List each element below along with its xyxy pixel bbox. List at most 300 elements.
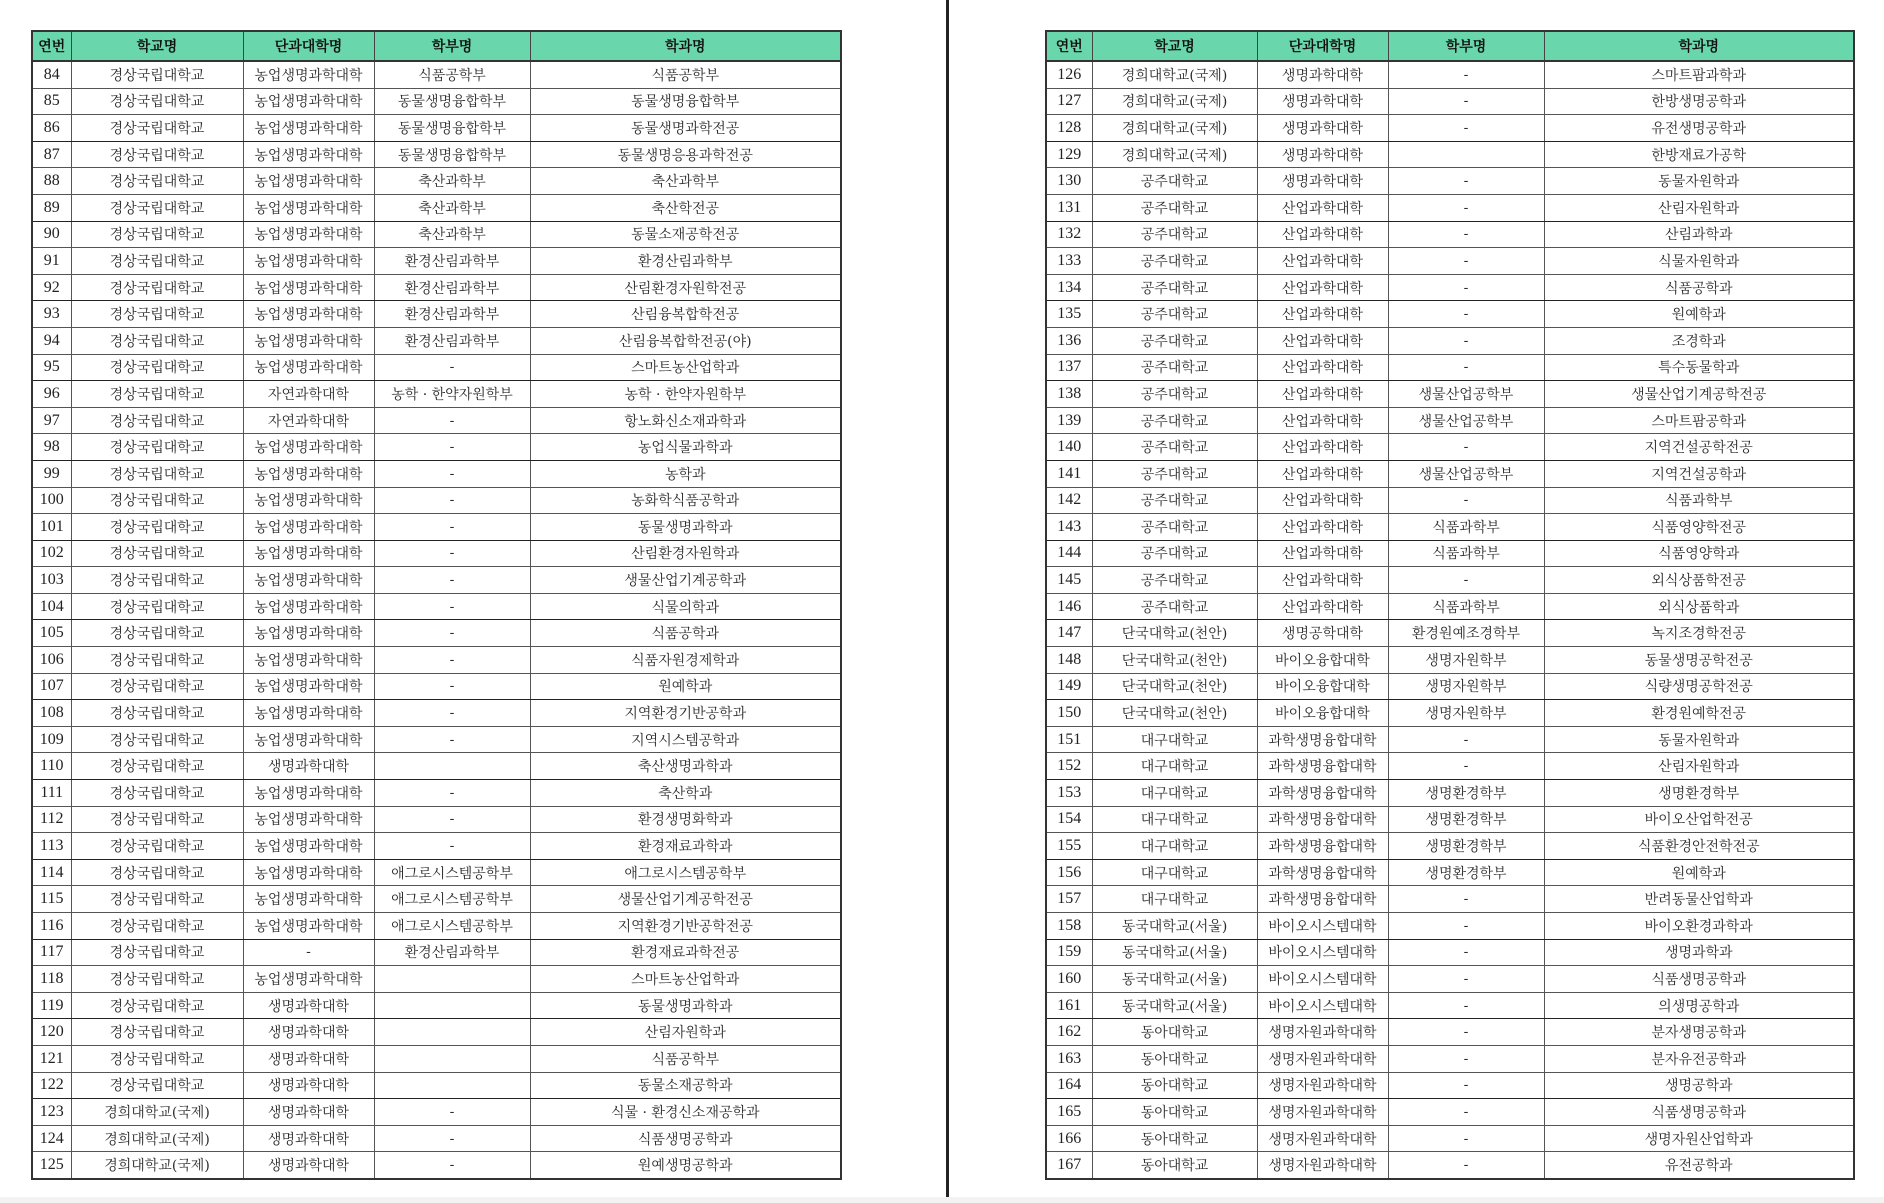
cell-college-name: 생명과학대학 [243,1152,374,1179]
cell-department-name: 동물생명과학과 [530,514,841,541]
cell-serial-no: 135 [1046,301,1092,328]
table-row [32,327,841,354]
cell-department-name: 생물산업기계공학전공 [1544,381,1854,408]
cell-serial-no: 93 [32,301,71,328]
cell-school-name: 경상국립대학교 [71,274,243,301]
cell-serial-no: 145 [1046,567,1092,594]
table-row [1046,434,1854,461]
cell-division-name: 생명자원학부 [1388,700,1544,727]
table-row [32,487,841,514]
cell-department-name: 동물소재공학전공 [530,221,841,248]
cell-school-name: 경희대학교(국제) [71,1152,243,1179]
cell-serial-no: 109 [32,726,71,753]
cell-department-name: 동물소재공학과 [530,1072,841,1099]
cell-division-name: 농학 · 한약자원학부 [374,381,530,408]
cell-college-name: 생명과학대학 [1257,168,1388,195]
cell-serial-no: 159 [1046,939,1092,966]
cell-serial-no: 94 [32,327,71,354]
cell-department-name: 산림융복합학전공 [530,301,841,328]
cell-school-name: 공주대학교 [1092,301,1257,328]
cell-college-name: 산업과학대학 [1257,301,1388,328]
cell-college-name: 산업과학대학 [1257,194,1388,221]
cell-serial-no: 161 [1046,992,1092,1019]
table-row [32,194,841,221]
cell-serial-no: 103 [32,567,71,594]
cell-department-name: 스마트팜공학과 [1544,407,1854,434]
cell-college-name: 농업생명과학대학 [243,593,374,620]
cell-college-name: 과학생명융합대학 [1257,833,1388,860]
cell-school-name: 경상국립대학교 [71,992,243,1019]
cell-serial-no: 153 [1046,780,1092,807]
table-row [32,673,841,700]
table-row [32,1019,841,1046]
cell-serial-no: 140 [1046,434,1092,461]
cell-serial-no: 119 [32,992,71,1019]
cell-department-name: 지역시스템공학과 [530,726,841,753]
cell-serial-no: 87 [32,141,71,168]
cell-division-name: - [1388,726,1544,753]
cell-school-name: 경상국립대학교 [71,966,243,993]
cell-division-name: - [1388,434,1544,461]
cell-division-name: 생물산업공학부 [1388,407,1544,434]
cell-college-name: 생명과학대학 [243,1125,374,1152]
cell-serial-no: 149 [1046,673,1092,700]
table-row [32,1152,841,1179]
table-row [1046,780,1854,807]
cell-serial-no: 167 [1046,1152,1092,1179]
cell-department-name: 분자생명공학과 [1544,1019,1854,1046]
table-row [1046,88,1854,115]
cell-college-name: 과학생명융합대학 [1257,859,1388,886]
cell-school-name: 대구대학교 [1092,859,1257,886]
cell-division-name: 생명환경학부 [1388,833,1544,860]
cell-school-name: 동국대학교(서울) [1092,966,1257,993]
table-row [32,939,841,966]
table-row [1046,194,1854,221]
cell-department-name: 지역환경기반공학과 [530,700,841,727]
cell-serial-no: 144 [1046,540,1092,567]
cell-college-name: 자연과학대학 [243,407,374,434]
table-header-row [32,31,841,61]
cell-college-name: 생명자원과학대학 [1257,1125,1388,1152]
cell-serial-no: 112 [32,806,71,833]
cell-college-name: 생명과학대학 [243,1019,374,1046]
cell-division-name: - [374,780,530,807]
table-header-row [1046,31,1854,61]
cell-department-name: 산림환경자원학과 [530,540,841,567]
cell-division-name: - [374,806,530,833]
cell-college-name: 농업생명과학대학 [243,540,374,567]
cell-division-name: - [374,514,530,541]
cell-college-name: 산업과학대학 [1257,221,1388,248]
table-row [1046,1152,1854,1179]
cell-division-name [1388,141,1544,168]
cell-college-name: 농업생명과학대학 [243,673,374,700]
cell-serial-no: 120 [32,1019,71,1046]
cell-department-name: 식품과학부 [1544,487,1854,514]
table-row [32,1072,841,1099]
header-school-name: 학교명 [1092,31,1257,61]
cell-department-name: 스마트농산업학과 [530,966,841,993]
cell-college-name: 생명과학대학 [1257,61,1388,88]
table-row [32,913,841,940]
cell-serial-no: 115 [32,886,71,913]
cell-school-name: 경상국립대학교 [71,673,243,700]
cell-serial-no: 127 [1046,88,1092,115]
cell-school-name: 경상국립대학교 [71,301,243,328]
cell-serial-no: 88 [32,168,71,195]
cell-college-name: 산업과학대학 [1257,567,1388,594]
cell-serial-no: 97 [32,407,71,434]
table-row [32,514,841,541]
cell-serial-no: 131 [1046,194,1092,221]
cell-division-name: - [374,567,530,594]
table-row [32,620,841,647]
cell-college-name: 바이오융합대학 [1257,673,1388,700]
cell-department-name: 산림자원학과 [530,1019,841,1046]
cell-school-name: 경상국립대학교 [71,407,243,434]
cell-school-name: 경상국립대학교 [71,620,243,647]
cell-serial-no: 114 [32,859,71,886]
cell-college-name: 바이오시스템대학 [1257,966,1388,993]
header-serial-no: 연번 [32,31,71,61]
cell-college-name: 농업생명과학대학 [243,806,374,833]
cell-serial-no: 117 [32,939,71,966]
cell-department-name: 식물의학과 [530,593,841,620]
cell-serial-no: 134 [1046,274,1092,301]
cell-serial-no: 106 [32,647,71,674]
table-row [1046,221,1854,248]
cell-division-name: 환경산림과학부 [374,301,530,328]
cell-school-name: 경상국립대학교 [71,939,243,966]
table-row [1046,647,1854,674]
table-row [32,806,841,833]
cell-department-name: 원예학과 [530,673,841,700]
cell-school-name: 경상국립대학교 [71,753,243,780]
cell-department-name: 산림융복합학전공(야) [530,327,841,354]
department-table-left [31,30,842,1180]
table-row [32,274,841,301]
cell-college-name: 생명과학대학 [1257,115,1388,142]
cell-serial-no: 155 [1046,833,1092,860]
cell-division-name: - [1388,939,1544,966]
table-row [1046,673,1854,700]
cell-department-name: 외식상품학전공 [1544,567,1854,594]
cell-division-name: 생명환경학부 [1388,780,1544,807]
table-row [32,859,841,886]
cell-division-name: - [1388,567,1544,594]
cell-school-name: 경상국립대학교 [71,726,243,753]
cell-college-name: 농업생명과학대학 [243,700,374,727]
table-row [32,460,841,487]
cell-department-name: 식품영양학전공 [1544,514,1854,541]
cell-school-name: 동국대학교(서울) [1092,913,1257,940]
cell-college-name: 농업생명과학대학 [243,141,374,168]
cell-department-name: 축산학전공 [530,194,841,221]
cell-school-name: 공주대학교 [1092,327,1257,354]
cell-college-name: 생명자원과학대학 [1257,1045,1388,1072]
cell-department-name: 식품생명공학과 [530,1125,841,1152]
cell-serial-no: 108 [32,700,71,727]
cell-college-name: 농업생명과학대학 [243,966,374,993]
cell-college-name: 산업과학대학 [1257,434,1388,461]
cell-college-name: 농업생명과학대학 [243,647,374,674]
cell-school-name: 경상국립대학교 [71,115,243,142]
cell-division-name: - [1388,966,1544,993]
table-row [32,1045,841,1072]
cell-division-name [374,966,530,993]
cell-division-name: - [1388,88,1544,115]
cell-department-name: 생명자원산업학과 [1544,1125,1854,1152]
cell-college-name: 생명공학대학 [1257,620,1388,647]
cell-department-name: 동물생명융합학부 [530,88,841,115]
cell-division-name: 애그로시스템공학부 [374,859,530,886]
table-row [1046,487,1854,514]
cell-school-name: 동아대학교 [1092,1045,1257,1072]
cell-school-name: 공주대학교 [1092,407,1257,434]
cell-serial-no: 163 [1046,1045,1092,1072]
cell-department-name: 외식상품학과 [1544,593,1854,620]
cell-serial-no: 156 [1046,859,1092,886]
table-row [1046,1125,1854,1152]
cell-college-name: 농업생명과학대학 [243,434,374,461]
cell-serial-no: 165 [1046,1099,1092,1126]
cell-school-name: 경상국립대학교 [71,859,243,886]
header-serial-no: 연번 [1046,31,1092,61]
cell-school-name: 경희대학교(국제) [1092,88,1257,115]
cell-college-name: 산업과학대학 [1257,407,1388,434]
cell-college-name: 산업과학대학 [1257,593,1388,620]
cell-department-name: 식품공학부 [530,61,841,88]
cell-college-name: 농업생명과학대학 [243,354,374,381]
cell-division-name: 생명환경학부 [1388,806,1544,833]
cell-division-name: - [374,833,530,860]
cell-college-name: 농업생명과학대학 [243,833,374,860]
cell-division-name: - [1388,301,1544,328]
cell-college-name: 생명자원과학대학 [1257,1072,1388,1099]
cell-college-name: 바이오시스템대학 [1257,992,1388,1019]
cell-department-name: 생명과학과 [1544,939,1854,966]
table-row [1046,301,1854,328]
cell-serial-no: 123 [32,1099,71,1126]
cell-division-name: - [374,700,530,727]
cell-serial-no: 150 [1046,700,1092,727]
table-row [1046,381,1854,408]
cell-department-name: 동물자원학과 [1544,726,1854,753]
cell-college-name: 농업생명과학대학 [243,913,374,940]
cell-college-name: 농업생명과학대학 [243,460,374,487]
cell-college-name: 산업과학대학 [1257,354,1388,381]
cell-department-name: 특수동물학과 [1544,354,1854,381]
table-body-right [1046,61,1854,1179]
cell-school-name: 경상국립대학교 [71,514,243,541]
table-row [1046,620,1854,647]
cell-division-name: 축산과학부 [374,194,530,221]
cell-division-name: 환경산림과학부 [374,327,530,354]
cell-serial-no: 104 [32,593,71,620]
cell-college-name: 농업생명과학대학 [243,487,374,514]
cell-division-name: - [1388,1019,1544,1046]
cell-department-name: 반려동물산업학과 [1544,886,1854,913]
cell-department-name: 식품생명공학과 [1544,1099,1854,1126]
cell-school-name: 공주대학교 [1092,540,1257,567]
cell-college-name: 생명과학대학 [1257,141,1388,168]
table-row [32,88,841,115]
cell-school-name: 경희대학교(국제) [71,1125,243,1152]
cell-division-name [374,1019,530,1046]
cell-serial-no: 133 [1046,248,1092,275]
cell-college-name: 농업생명과학대학 [243,886,374,913]
cell-college-name: 농업생명과학대학 [243,780,374,807]
cell-school-name: 공주대학교 [1092,593,1257,620]
cell-serial-no: 105 [32,620,71,647]
cell-school-name: 공주대학교 [1092,434,1257,461]
cell-school-name: 경상국립대학교 [71,354,243,381]
cell-college-name: 과학생명융합대학 [1257,726,1388,753]
cell-serial-no: 138 [1046,381,1092,408]
cell-college-name: 농업생명과학대학 [243,168,374,195]
cell-serial-no: 121 [32,1045,71,1072]
cell-division-name: - [1388,753,1544,780]
header-department-name: 학과명 [530,31,841,61]
cell-division-name: - [1388,327,1544,354]
table-row [32,1125,841,1152]
cell-department-name: 애그로시스템공학부 [530,859,841,886]
cell-college-name: 산업과학대학 [1257,514,1388,541]
cell-serial-no: 118 [32,966,71,993]
cell-department-name: 분자유전공학과 [1544,1045,1854,1072]
cell-serial-no: 91 [32,248,71,275]
cell-school-name: 공주대학교 [1092,567,1257,594]
cell-school-name: 경상국립대학교 [71,647,243,674]
cell-serial-no: 136 [1046,327,1092,354]
cell-serial-no: 95 [32,354,71,381]
table-row [1046,1099,1854,1126]
cell-college-name: 생명과학대학 [243,992,374,1019]
cell-division-name: 식품과학부 [1388,514,1544,541]
cell-department-name: 식품환경안전학전공 [1544,833,1854,860]
cell-division-name: - [1388,886,1544,913]
cell-school-name: 경상국립대학교 [71,327,243,354]
cell-division-name: - [374,407,530,434]
cell-division-name: - [1388,221,1544,248]
cell-serial-no: 111 [32,780,71,807]
cell-school-name: 대구대학교 [1092,806,1257,833]
cell-department-name: 산림자원학과 [1544,194,1854,221]
cell-college-name: - [243,939,374,966]
cell-serial-no: 98 [32,434,71,461]
cell-school-name: 경상국립대학교 [71,700,243,727]
cell-college-name: 농업생명과학대학 [243,88,374,115]
cell-serial-no: 132 [1046,221,1092,248]
table-row [32,141,841,168]
cell-department-name: 농화학식품공학과 [530,487,841,514]
cell-college-name: 농업생명과학대학 [243,620,374,647]
cell-division-name: - [1388,1045,1544,1072]
cell-school-name: 공주대학교 [1092,381,1257,408]
cell-school-name: 경상국립대학교 [71,806,243,833]
cell-department-name: 원예생명공학과 [530,1152,841,1179]
cell-college-name: 산업과학대학 [1257,327,1388,354]
cell-school-name: 동아대학교 [1092,1019,1257,1046]
cell-division-name: - [1388,1152,1544,1179]
table-row [32,115,841,142]
table-row [32,248,841,275]
cell-department-name: 환경산림과학부 [530,248,841,275]
table-row [1046,115,1854,142]
table-row [1046,327,1854,354]
cell-department-name: 생명환경학부 [1544,780,1854,807]
cell-division-name: - [374,1152,530,1179]
cell-department-name: 한방생명공학과 [1544,88,1854,115]
cell-division-name: - [1388,1099,1544,1126]
cell-department-name: 식품공학과 [1544,274,1854,301]
cell-college-name: 산업과학대학 [1257,381,1388,408]
cell-college-name: 농업생명과학대학 [243,221,374,248]
cell-division-name: 생물산업공학부 [1388,460,1544,487]
table-row [1046,567,1854,594]
cell-division-name: 축산과학부 [374,221,530,248]
cell-college-name: 농업생명과학대학 [243,248,374,275]
cell-division-name: - [374,434,530,461]
cell-school-name: 경상국립대학교 [71,194,243,221]
cell-school-name: 경상국립대학교 [71,434,243,461]
table-row [32,61,841,88]
cell-department-name: 원예학과 [1544,301,1854,328]
cell-college-name: 농업생명과학대학 [243,194,374,221]
cell-division-name: 환경산림과학부 [374,274,530,301]
cell-division-name: - [374,673,530,700]
table-row [32,354,841,381]
table-row [1046,248,1854,275]
cell-college-name: 과학생명융합대학 [1257,886,1388,913]
cell-department-name: 환경재료과학과 [530,833,841,860]
cell-college-name: 농업생명과학대학 [243,514,374,541]
page-bottom-edge [0,1197,1884,1203]
cell-school-name: 경상국립대학교 [71,886,243,913]
cell-serial-no: 141 [1046,460,1092,487]
table-row [1046,1019,1854,1046]
cell-serial-no: 122 [32,1072,71,1099]
cell-college-name: 바이오융합대학 [1257,700,1388,727]
table-row [32,567,841,594]
cell-department-name: 식품자원경제학과 [530,647,841,674]
cell-department-name: 바이오환경과학과 [1544,913,1854,940]
cell-serial-no: 137 [1046,354,1092,381]
cell-school-name: 경희대학교(국제) [1092,61,1257,88]
cell-college-name: 자연과학대학 [243,381,374,408]
cell-school-name: 공주대학교 [1092,460,1257,487]
cell-division-name: - [374,487,530,514]
cell-school-name: 동아대학교 [1092,1072,1257,1099]
table-row [1046,859,1854,886]
cell-department-name: 농학 · 한약자원학부 [530,381,841,408]
cell-college-name: 생명과학대학 [243,753,374,780]
cell-division-name: - [374,620,530,647]
cell-school-name: 단국대학교(천안) [1092,620,1257,647]
cell-school-name: 대구대학교 [1092,886,1257,913]
cell-department-name: 지역건설공학과 [1544,460,1854,487]
cell-division-name: 동물생명융합학부 [374,141,530,168]
cell-school-name: 경상국립대학교 [71,168,243,195]
cell-serial-no: 101 [32,514,71,541]
cell-school-name: 경상국립대학교 [71,61,243,88]
cell-school-name: 경상국립대학교 [71,381,243,408]
cell-school-name: 동아대학교 [1092,1152,1257,1179]
cell-division-name: - [1388,992,1544,1019]
cell-serial-no: 157 [1046,886,1092,913]
table-row [1046,1045,1854,1072]
